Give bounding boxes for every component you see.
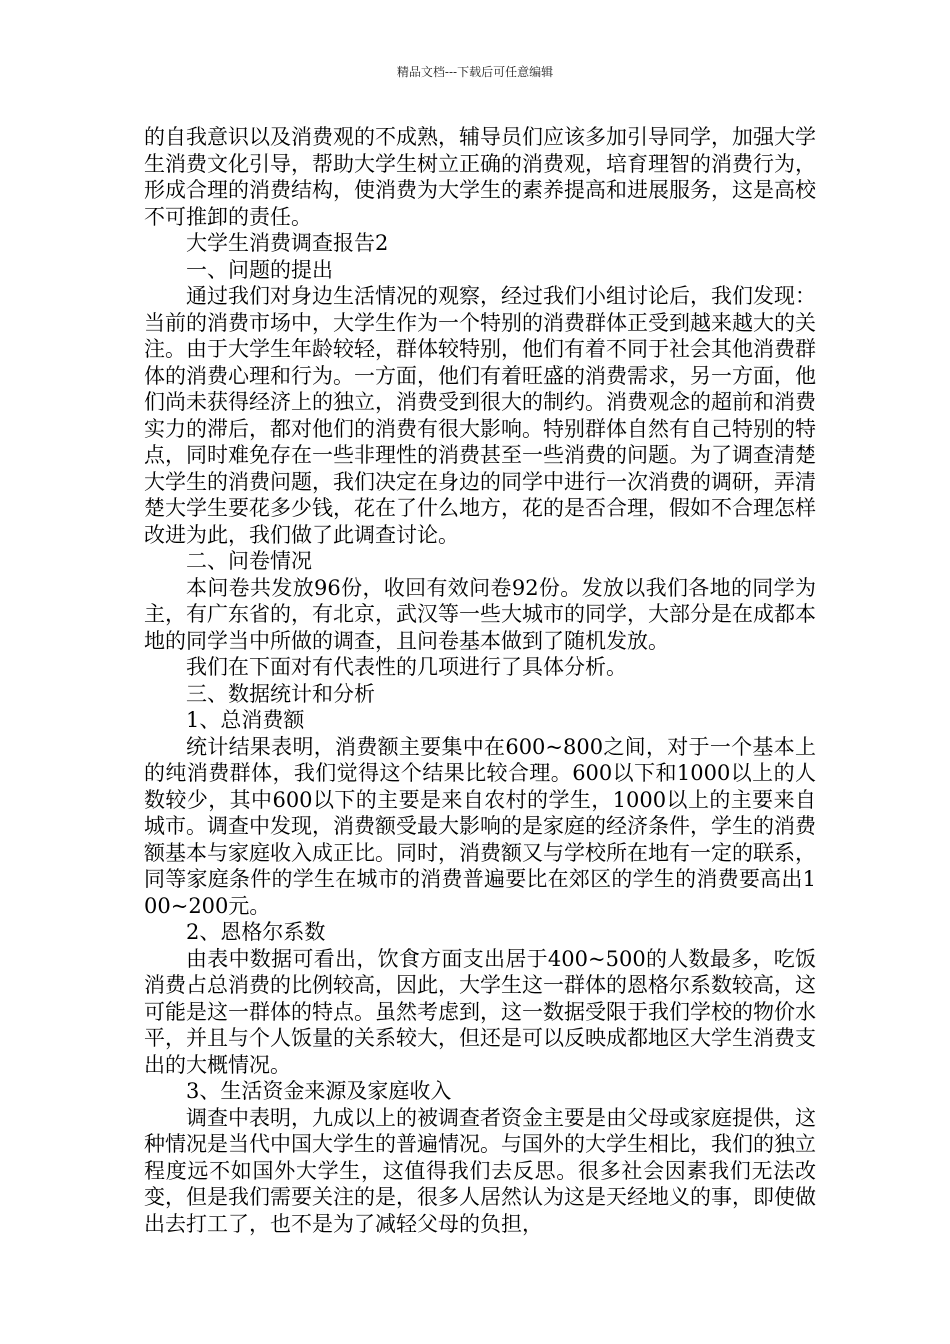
- paragraph-analysis-intro: 我们在下面对有代表性的几项进行了具体分析。: [186, 655, 627, 679]
- paragraph-problem: 通过我们对身边生活情况的观察，经过我们小组讨论后，我们发现：当前的消费市场中，大学生作为一个特别的消费群体正受到越来越大的关注。由于大学生年龄较轻，群体较特别，他们有着不同于社会其他消费群体的消费心理和行为。一方面，他们有着旺盛的消费需求，另一方面，他们尚未获得经济上的独立，消费受到很大的制约。消费观念的超前和消费实力的滞后，都对他们的消费有很大影响。特别群体自然有自己特别的特点，同时难免存在一些非理性的消费甚至一些消费的问题。为了调查清楚大学生的消费问题，我们决定在身边的同学中进行一次消费的调研，弄清楚大学生要花多少钱，花在了什么地方，花的是否合理，假如不合理怎样改进为此，我们做了此调查讨论。: [144, 284, 816, 547]
- paragraph-income: 调查中表明，九成以上的被调查者资金主要是由父母或家庭提供，这种情况是当代中国大学生的普遍情况。与国外的大学生相比，我们的独立程度远不如国外大学生，这值得我们去反思。很多社会因素我们无法改变，但是我们需要关注的是，很多人居然认为这是天经地义的事，即使做出去打工了，也不是为了减轻父母的负担，: [144, 1105, 816, 1236]
- subheading-engel: 2、恩格尔系数: [186, 920, 326, 944]
- report-title: 大学生消费调查报告2: [186, 231, 389, 255]
- section-heading-3: 三、数据统计和分析: [186, 681, 375, 706]
- paragraph-total-spending: 统计结果表明，消费额主要集中在600~800之间，对于一个基本上的纯消费群体，我们觉得这个结果比较合理。600以下和1000以上的人数较少，其中600以下的主要是来自农村的学生，1000以上的主要来自城市。调查中发现，消费额受最大影响的是家庭的经济条件，学生的消费额基本与家庭收入成正比。同时，消费额又与学校所在地有一定的联系，同等家庭条件的学生在城市的消费普遍要比在郊区的学生的消费要高出100~200元。: [144, 734, 816, 918]
- subheading-income: 3、生活资金来源及家庭收入: [186, 1079, 452, 1103]
- paragraph-engel: 由表中数据可看出，饮食方面支出居于400~500的人数最多，吃饭消费占总消费的比例较高，因此，大学生这一群体的恩格尔系数较高，这可能是这一群体的特点。虽然考虑到，这一数据受限于我们学校的物价水平，并且与个人饭量的关系较大，但还是可以反映成都地区大学生消费支出的大概情况。: [144, 946, 816, 1077]
- paragraph-continuation: 的自我意识以及消费观的不成熟，辅导员们应该多加引导同学，加强大学生消费文化引导，帮助大学生树立正确的消费观，培育理智的消费行为，形成合理的消费结构，使消费为大学生的素养提高和进展服务，这是高校不可推卸的责任。: [144, 125, 816, 229]
- section-heading-2: 二、问卷情况: [186, 549, 312, 573]
- subheading-total-spending: 1、总消费额: [186, 708, 305, 732]
- paragraph-questionnaire: 本问卷共发放96份，收回有效问卷92份。发放以我们各地的同学为主，有广东省的，有北京，武汉等一些大城市的同学，大部分是在成都本地的同学当中所做的调查，且问卷基本做到了随机发放。: [144, 575, 816, 653]
- document-body: [144, 124, 816, 1237]
- page-header: 精品文档---下载后可任意编辑: [396, 65, 554, 79]
- section-heading-1: 一、问题的提出: [186, 257, 333, 282]
